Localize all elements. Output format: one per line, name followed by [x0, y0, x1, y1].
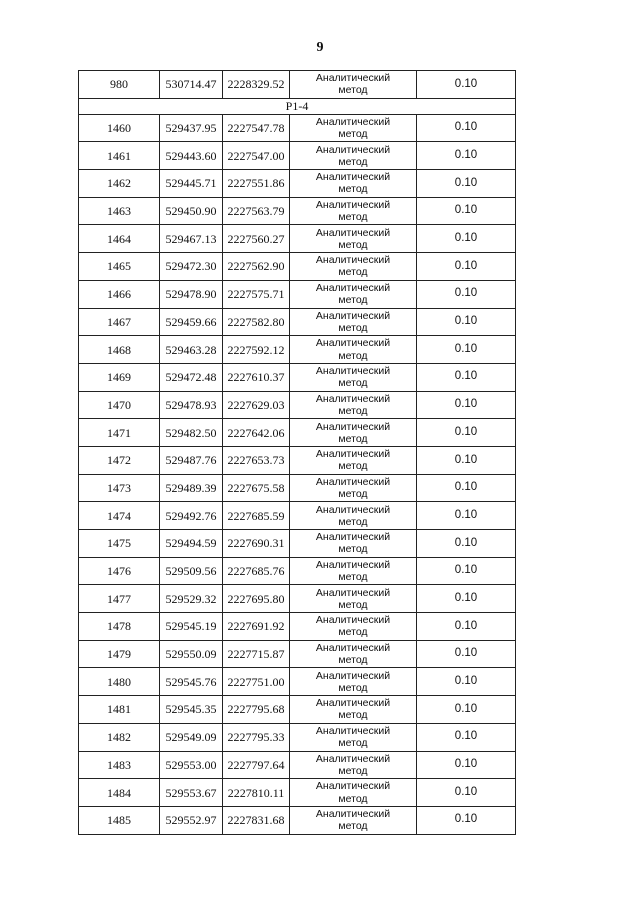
y-coordinate-cell: 2227575.71: [223, 280, 290, 308]
x-coordinate-cell: 529472.48: [160, 363, 223, 391]
x-coordinate-cell: 530714.47: [160, 71, 223, 99]
method-line-2: метод: [338, 543, 368, 556]
method-cell: [290, 170, 417, 198]
point-number-cell: 980: [79, 71, 160, 99]
method-cell: [290, 613, 417, 641]
table-row: [79, 419, 516, 447]
point-number-cell: 1472: [79, 446, 160, 474]
method-line-1: Аналитический: [315, 808, 391, 821]
point-number-cell: 1466: [79, 280, 160, 308]
method-line-2: метод: [338, 737, 368, 750]
y-coordinate-cell: 2227547.78: [223, 114, 290, 142]
y-coordinate-cell: 2227795.68: [223, 696, 290, 724]
method-cell: [290, 391, 417, 419]
method-cell: [290, 142, 417, 170]
method-line-2: метод: [338, 404, 368, 417]
method-line-2: метод: [338, 460, 368, 473]
method-cell: [290, 336, 417, 364]
accuracy-cell: 0.10: [417, 363, 516, 391]
x-coordinate-cell: 529553.00: [160, 751, 223, 779]
table-row: [79, 530, 516, 558]
method-line-1: Аналитический: [315, 475, 391, 488]
point-number-cell: 1464: [79, 225, 160, 253]
point-number-cell: 1485: [79, 806, 160, 834]
y-coordinate-cell: 2227547.00: [223, 142, 290, 170]
accuracy-cell: 0.10: [417, 197, 516, 225]
method-line-1: Аналитический: [315, 614, 391, 627]
accuracy-cell: 0.10: [417, 502, 516, 530]
accuracy-cell: 0.10: [417, 446, 516, 474]
y-coordinate-cell: 2227797.64: [223, 751, 290, 779]
table-row: [79, 170, 516, 198]
accuracy-cell: 0.10: [417, 585, 516, 613]
method-line-1: Аналитический: [315, 586, 391, 599]
method-cell: [290, 197, 417, 225]
x-coordinate-cell: 529478.93: [160, 391, 223, 419]
method-line-1: Аналитический: [315, 254, 391, 267]
accuracy-cell: 0.10: [417, 640, 516, 668]
method-line-1: Аналитический: [315, 725, 391, 738]
table-row: [79, 557, 516, 585]
method-line-1: Аналитический: [315, 143, 391, 156]
y-coordinate-cell: 2227610.37: [223, 363, 290, 391]
point-number-cell: 1473: [79, 474, 160, 502]
table-row: [79, 142, 516, 170]
y-coordinate-cell: 2227810.11: [223, 779, 290, 807]
accuracy-cell: 0.10: [417, 114, 516, 142]
table-row: [79, 474, 516, 502]
method-line-1: Аналитический: [315, 309, 391, 322]
point-number-cell: 1479: [79, 640, 160, 668]
method-line-2: метод: [338, 598, 368, 611]
method-cell: [290, 751, 417, 779]
accuracy-cell: 0.10: [417, 419, 516, 447]
table-row: [79, 280, 516, 308]
coordinates-table: [78, 70, 516, 835]
point-number-cell: 1474: [79, 502, 160, 530]
method-line-1: Аналитический: [315, 199, 391, 212]
method-line-2: метод: [338, 820, 368, 833]
x-coordinate-cell: 529450.90: [160, 197, 223, 225]
point-number-cell: 1471: [79, 419, 160, 447]
y-coordinate-cell: 2227551.86: [223, 170, 290, 198]
x-coordinate-cell: 529443.60: [160, 142, 223, 170]
x-coordinate-cell: 529545.35: [160, 696, 223, 724]
table-body: [79, 71, 516, 835]
method-line-1: Аналитический: [315, 780, 391, 793]
y-coordinate-cell: 2227715.87: [223, 640, 290, 668]
method-cell: [290, 114, 417, 142]
point-number-cell: 1462: [79, 170, 160, 198]
method-line-2: метод: [338, 792, 368, 805]
y-coordinate-cell: 2227653.73: [223, 446, 290, 474]
x-coordinate-cell: 529463.28: [160, 336, 223, 364]
method-line-1: Аналитический: [315, 642, 391, 655]
accuracy-cell: 0.10: [417, 723, 516, 751]
y-coordinate-cell: 2227675.58: [223, 474, 290, 502]
table-row: [79, 640, 516, 668]
point-number-cell: 1480: [79, 668, 160, 696]
table-row: [79, 308, 516, 336]
table-row: [79, 391, 516, 419]
point-number-cell: 1482: [79, 723, 160, 751]
accuracy-cell: 0.10: [417, 142, 516, 170]
accuracy-cell: 0.10: [417, 253, 516, 281]
point-number-cell: 1468: [79, 336, 160, 364]
method-line-2: метод: [338, 349, 368, 362]
point-number-cell: 1483: [79, 751, 160, 779]
x-coordinate-cell: 529494.59: [160, 530, 223, 558]
table-row: [79, 806, 516, 834]
table-row: [79, 446, 516, 474]
accuracy-cell: 0.10: [417, 391, 516, 419]
method-line-2: метод: [338, 709, 368, 722]
point-number-cell: 1470: [79, 391, 160, 419]
method-cell: [290, 530, 417, 558]
method-line-1: Аналитический: [315, 392, 391, 405]
method-line-1: Аналитический: [315, 531, 391, 544]
method-line-2: метод: [338, 681, 368, 694]
method-line-2: метод: [338, 487, 368, 500]
method-cell: [290, 419, 417, 447]
method-line-1: Аналитический: [315, 115, 391, 128]
point-number-cell: 1465: [79, 253, 160, 281]
accuracy-cell: 0.10: [417, 530, 516, 558]
accuracy-cell: 0.10: [417, 779, 516, 807]
point-number-cell: 1467: [79, 308, 160, 336]
accuracy-cell: 0.10: [417, 613, 516, 641]
table-row: [79, 114, 516, 142]
method-line-2: метод: [338, 432, 368, 445]
accuracy-cell: 0.10: [417, 806, 516, 834]
table-row: [79, 363, 516, 391]
section-label: Р1-4: [79, 98, 516, 114]
method-cell: [290, 71, 417, 99]
x-coordinate-cell: 529482.50: [160, 419, 223, 447]
x-coordinate-cell: 529472.30: [160, 253, 223, 281]
y-coordinate-cell: 2227582.80: [223, 308, 290, 336]
x-coordinate-cell: 529545.76: [160, 668, 223, 696]
method-cell: [290, 253, 417, 281]
method-cell: [290, 280, 417, 308]
method-cell: [290, 668, 417, 696]
x-coordinate-cell: 529545.19: [160, 613, 223, 641]
y-coordinate-cell: 2227592.12: [223, 336, 290, 364]
accuracy-cell: 0.10: [417, 336, 516, 364]
y-coordinate-cell: 2227795.33: [223, 723, 290, 751]
section-row: [79, 98, 516, 114]
accuracy-cell: 0.10: [417, 696, 516, 724]
y-coordinate-cell: 2227642.06: [223, 419, 290, 447]
method-line-2: метод: [338, 155, 368, 168]
y-coordinate-cell: 2227685.76: [223, 557, 290, 585]
table-row: [79, 696, 516, 724]
page-number: 9: [316, 40, 324, 55]
method-cell: [290, 779, 417, 807]
table-row: [79, 751, 516, 779]
method-cell: [290, 585, 417, 613]
method-line-2: метод: [338, 238, 368, 251]
table-row: [79, 779, 516, 807]
x-coordinate-cell: 529489.39: [160, 474, 223, 502]
table-row: [79, 585, 516, 613]
method-line-2: метод: [338, 128, 368, 141]
point-number-cell: 1484: [79, 779, 160, 807]
method-cell: [290, 363, 417, 391]
table-row: [79, 613, 516, 641]
table-row: [79, 336, 516, 364]
method-line-1: Аналитический: [315, 669, 391, 682]
x-coordinate-cell: 529550.09: [160, 640, 223, 668]
x-coordinate-cell: 529445.71: [160, 170, 223, 198]
x-coordinate-cell: 529492.76: [160, 502, 223, 530]
method-cell: [290, 723, 417, 751]
method-line-2: метод: [338, 266, 368, 279]
table-row: [79, 71, 516, 99]
method-line-2: метод: [338, 626, 368, 639]
method-cell: [290, 806, 417, 834]
y-coordinate-cell: 2227695.80: [223, 585, 290, 613]
table-row: [79, 253, 516, 281]
x-coordinate-cell: 529487.76: [160, 446, 223, 474]
accuracy-cell: 0.10: [417, 751, 516, 779]
y-coordinate-cell: 2228329.52: [223, 71, 290, 99]
point-number-cell: 1461: [79, 142, 160, 170]
method-line-2: метод: [338, 515, 368, 528]
method-line-1: Аналитический: [315, 365, 391, 378]
method-line-1: Аналитический: [315, 337, 391, 350]
y-coordinate-cell: 2227691.92: [223, 613, 290, 641]
accuracy-cell: 0.10: [417, 474, 516, 502]
table-row: [79, 225, 516, 253]
method-line-1: Аналитический: [315, 558, 391, 571]
table-row: [79, 502, 516, 530]
accuracy-cell: 0.10: [417, 170, 516, 198]
table-row: [79, 723, 516, 751]
accuracy-cell: 0.10: [417, 225, 516, 253]
method-line-2: метод: [338, 654, 368, 667]
method-line-2: метод: [338, 764, 368, 777]
point-number-cell: 1478: [79, 613, 160, 641]
y-coordinate-cell: 2227629.03: [223, 391, 290, 419]
method-line-2: метод: [338, 571, 368, 584]
x-coordinate-cell: 529549.09: [160, 723, 223, 751]
method-cell: [290, 696, 417, 724]
y-coordinate-cell: 2227563.79: [223, 197, 290, 225]
x-coordinate-cell: 529529.32: [160, 585, 223, 613]
point-number-cell: 1477: [79, 585, 160, 613]
method-line-1: Аналитический: [315, 752, 391, 765]
method-cell: [290, 502, 417, 530]
method-line-1: Аналитический: [315, 171, 391, 184]
method-line-2: метод: [338, 294, 368, 307]
method-line-1: Аналитический: [315, 503, 391, 516]
y-coordinate-cell: 2227560.27: [223, 225, 290, 253]
y-coordinate-cell: 2227690.31: [223, 530, 290, 558]
point-number-cell: 1460: [79, 114, 160, 142]
accuracy-cell: 0.10: [417, 71, 516, 99]
x-coordinate-cell: 529467.13: [160, 225, 223, 253]
point-number-cell: 1475: [79, 530, 160, 558]
accuracy-cell: 0.10: [417, 280, 516, 308]
method-line-2: метод: [338, 183, 368, 196]
point-number-cell: 1481: [79, 696, 160, 724]
point-number-cell: 1476: [79, 557, 160, 585]
x-coordinate-cell: 529552.97: [160, 806, 223, 834]
method-cell: [290, 640, 417, 668]
accuracy-cell: 0.10: [417, 557, 516, 585]
accuracy-cell: 0.10: [417, 308, 516, 336]
x-coordinate-cell: 529553.67: [160, 779, 223, 807]
method-line-1: Аналитический: [315, 282, 391, 295]
method-cell: [290, 225, 417, 253]
method-line-1: Аналитический: [315, 226, 391, 239]
point-number-cell: 1469: [79, 363, 160, 391]
method-line-2: метод: [338, 321, 368, 334]
x-coordinate-cell: 529478.90: [160, 280, 223, 308]
method-cell: [290, 308, 417, 336]
table-row: [79, 668, 516, 696]
method-line-2: метод: [338, 211, 368, 224]
y-coordinate-cell: 2227685.59: [223, 502, 290, 530]
point-number-cell: 1463: [79, 197, 160, 225]
x-coordinate-cell: 529459.66: [160, 308, 223, 336]
x-coordinate-cell: 529509.56: [160, 557, 223, 585]
x-coordinate-cell: 529437.95: [160, 114, 223, 142]
method-cell: [290, 474, 417, 502]
method-line-1: Аналитический: [315, 72, 391, 85]
method-cell: [290, 446, 417, 474]
method-cell: [290, 557, 417, 585]
method-line-1: Аналитический: [315, 448, 391, 461]
table-row: [79, 197, 516, 225]
method-line-1: Аналитический: [315, 420, 391, 433]
method-line-1: Аналитический: [315, 697, 391, 710]
y-coordinate-cell: 2227751.00: [223, 668, 290, 696]
method-line-2: метод: [338, 377, 368, 390]
y-coordinate-cell: 2227562.90: [223, 253, 290, 281]
method-line-2: метод: [338, 84, 368, 97]
y-coordinate-cell: 2227831.68: [223, 806, 290, 834]
accuracy-cell: 0.10: [417, 668, 516, 696]
